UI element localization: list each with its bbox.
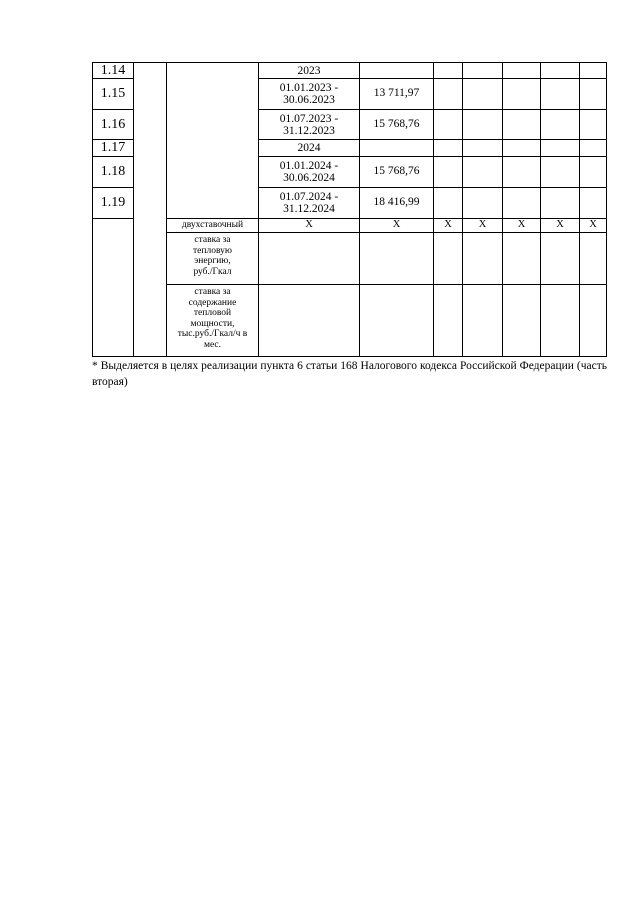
label-line: мощности,	[190, 318, 235, 329]
period-start: 01.01.2024 -	[279, 160, 339, 172]
period-end: 31.12.2024	[283, 203, 335, 215]
period-range	[259, 157, 359, 187]
label-line: тыс.руб./Гкал/ч в	[177, 329, 248, 339]
row-number: 1.17	[100, 140, 126, 155]
label-line: ставка за	[194, 287, 231, 297]
label-line: тепловую	[193, 245, 232, 256]
x-mark: Х	[556, 219, 564, 231]
row-number: 1.14	[100, 62, 126, 78]
x-mark: Х	[478, 219, 487, 231]
label-line: руб./Гкал	[193, 266, 232, 277]
period-year: 2023	[297, 64, 321, 77]
row-number: 1.15	[100, 86, 126, 101]
rate-value: 13 711,97	[373, 87, 420, 100]
period-start: 01.01.2023 -	[279, 82, 339, 94]
x-mark: Х	[589, 219, 597, 231]
two-part-label: двухставочный	[181, 220, 244, 231]
period-year: 2024	[297, 142, 321, 154]
row-number: 1.16	[100, 116, 126, 132]
rate-value: 15 768,76	[373, 165, 420, 178]
period-end: 30.06.2024	[283, 172, 335, 184]
heat-energy-rate-label	[167, 233, 258, 284]
capacity-rate-label	[167, 285, 258, 356]
label-line: мес.	[203, 339, 222, 350]
period-range	[259, 110, 359, 139]
label-line: тепловой	[193, 308, 232, 318]
row-number: 1.18	[100, 164, 126, 179]
period-end: 30.06.2023	[283, 94, 335, 106]
footnote: * Выделяется в целях реализации пункта 6 статьи 168 Налогового кодекса Российской Федерации (часть вторая)	[92, 360, 607, 388]
period-start: 01.07.2024 -	[279, 191, 339, 203]
x-mark: Х	[517, 219, 526, 231]
period-range	[259, 188, 359, 218]
x-mark: Х	[305, 219, 313, 231]
period-range	[259, 79, 359, 109]
row-number: 1.19	[100, 195, 126, 210]
rate-value: 18 416,99	[373, 196, 420, 209]
x-mark: Х	[392, 219, 401, 231]
label-line: энергию,	[194, 256, 231, 266]
label-line: ставка за	[194, 235, 231, 245]
period-start: 01.07.2023 -	[279, 112, 339, 125]
label-line: содержание	[188, 297, 237, 308]
x-mark: Х	[444, 219, 452, 231]
rate-value: 15 768,76	[373, 117, 420, 130]
period-end: 31.12.2023	[283, 124, 335, 137]
